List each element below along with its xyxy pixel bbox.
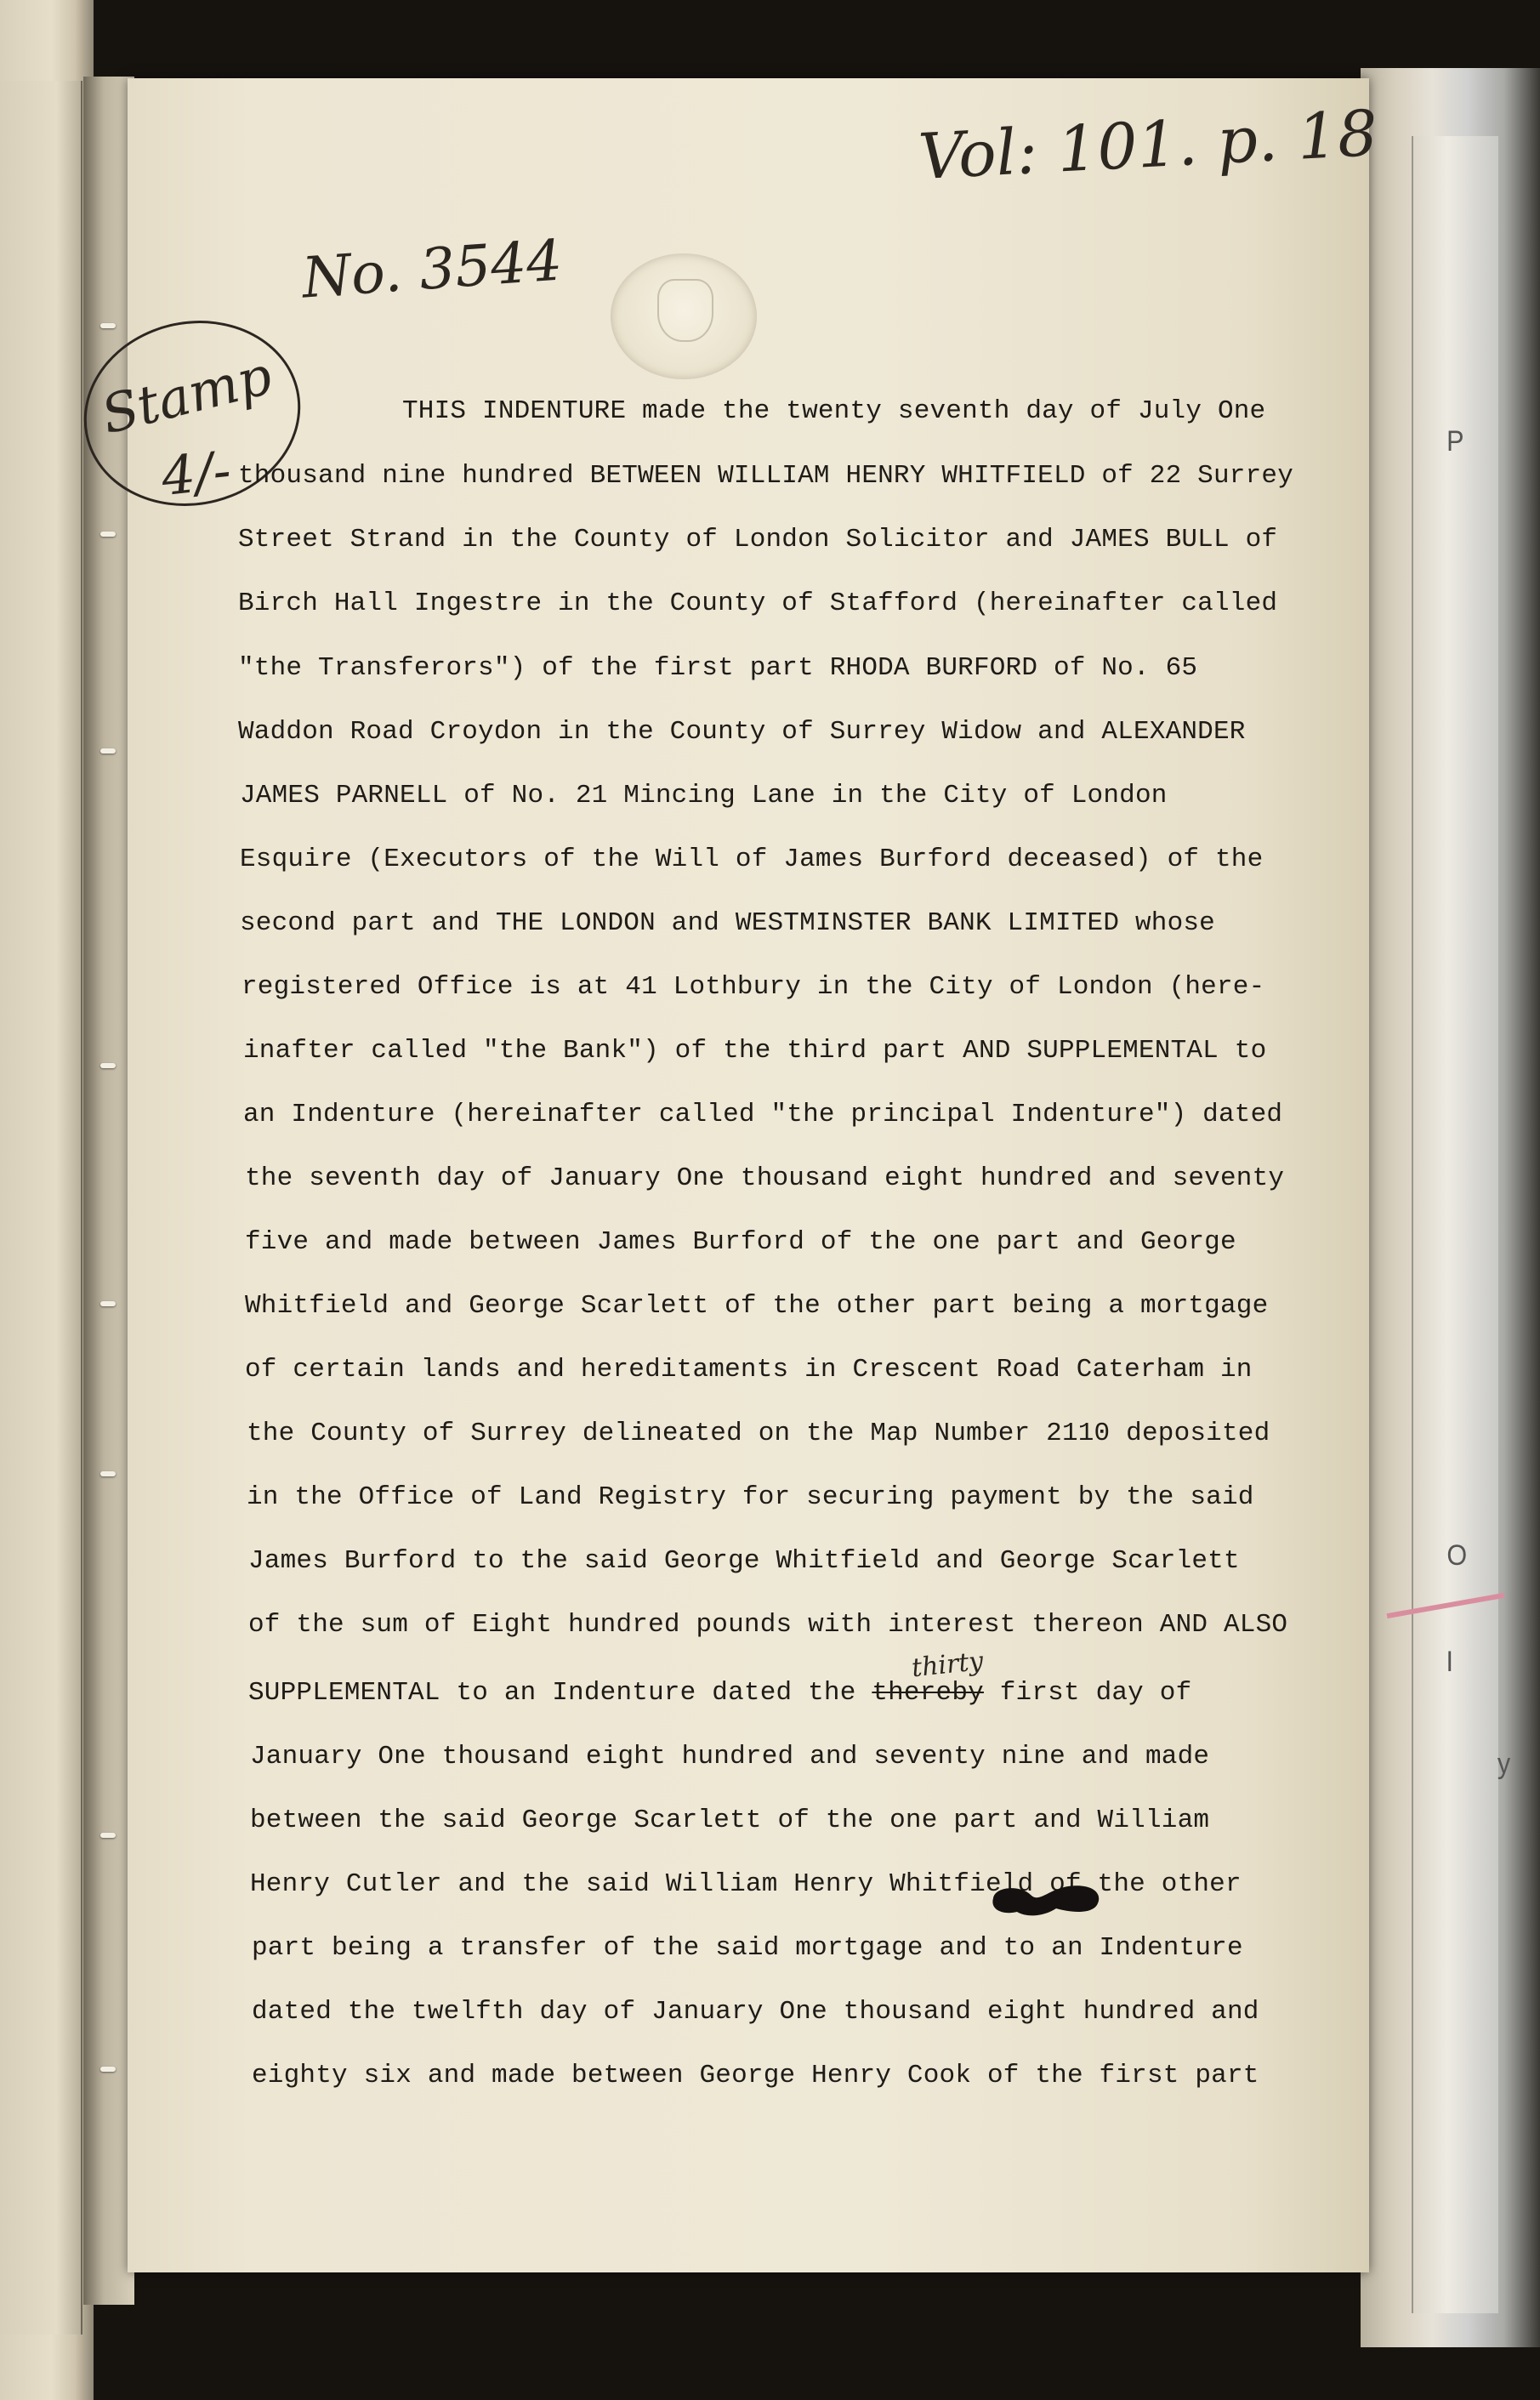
body-line: Street Strand in the County of London Solicitor and JAMES BULL of [238, 525, 1278, 555]
body-line: an Indenture (hereinafter called "the principal Indenture") dated [243, 1100, 1283, 1129]
body-line: five and made between James Burford of the one part and George [245, 1227, 1236, 1257]
body-line: Henry Cutler and the said William Henry Whitfield of the other [250, 1869, 1242, 1899]
body-line: of the sum of Eight hundred pounds with interest thereon AND ALSO [248, 1610, 1288, 1640]
punch-hole [100, 532, 116, 537]
body-line: Birch Hall Ingestre in the County of Stafford (hereinafter called [238, 589, 1278, 618]
embossed-seal [611, 253, 757, 379]
body-line: January One thousand eight hundred and seventy nine and made [250, 1742, 1210, 1772]
punch-hole [100, 2067, 116, 2072]
body-line: thousand nine hundred BETWEEN WILLIAM HENRY WHITFIELD of 22 Surrey [238, 461, 1293, 491]
body-line: THIS INDENTURE made the twenty seventh day of July One [402, 396, 1266, 426]
punch-hole [100, 1471, 116, 1476]
body-line: between the said George Scarlett of the one part and William [250, 1806, 1210, 1835]
body-line: in the Office of Land Registry for securing payment by the said [247, 1482, 1254, 1512]
body-line: Esquire (Executors of the Will of James Burford deceased) of the [240, 845, 1264, 874]
punch-hole [100, 1301, 116, 1306]
stamp-label: Stamp [95, 344, 278, 446]
struck-word: thereby [872, 1678, 984, 1708]
volume-reference: Vol: 101. p. 18 [917, 96, 1380, 195]
line-text: first day of [983, 1678, 1192, 1708]
body-line: Waddon Road Croydon in the County of Surrey Widow and ALEXANDER [238, 717, 1246, 747]
right-index-tab [1412, 136, 1498, 2313]
body-line: James Burford to the said George Whitfield and George Scarlett [248, 1546, 1240, 1576]
body-line: of certain lands and hereditaments in Crescent Road Caterham in [245, 1355, 1253, 1385]
body-line: second part and THE LONDON and WESTMINSTER BANK LIMITED whose [240, 908, 1215, 938]
body-line: dated the twelfth day of January One thousand eight hundred and [252, 1997, 1259, 2027]
body-line [248, 1678, 1191, 1708]
body-line: Whitfield and George Scarlett of the other part being a mortgage [245, 1291, 1269, 1321]
body-line: the seventh day of January One thousand eight hundred and seventy [245, 1163, 1285, 1193]
body-line: eighty six and made between George Henry Cook of the first part [252, 2061, 1259, 2090]
right-tab-letter: P [1446, 425, 1464, 458]
punch-hole [100, 323, 116, 328]
punch-hole [100, 1833, 116, 1838]
ink-blot [986, 1881, 1105, 1922]
right-tab-letter: y [1497, 1748, 1511, 1780]
body-line: JAMES PARNELL of No. 21 Mincing Lane in the City of London [240, 781, 1168, 810]
right-tab-letter: I [1446, 1646, 1453, 1678]
handwritten-insertion: thirty [910, 1646, 985, 1684]
left-facing-page [0, 81, 82, 2335]
stamp-amount: 4/- [158, 438, 234, 509]
punch-hole [100, 748, 116, 754]
body-line: the County of Surrey delineated on the Map Number 2110 deposited [247, 1419, 1270, 1448]
line-text: SUPPLEMENTAL to an Indenture dated the [248, 1678, 872, 1708]
body-line: "the Transferors") of the first part RHODA BURFORD of No. 65 [238, 653, 1198, 683]
punch-hole [100, 1063, 116, 1068]
body-line: registered Office is at 41 Lothbury in the City of London (here- [242, 972, 1265, 1002]
body-line: inafter called "the Bank") of the third part AND SUPPLEMENTAL to [243, 1036, 1267, 1066]
document-number: No. 3544 [299, 227, 565, 311]
body-line: part being a transfer of the said mortgage and to an Indenture [252, 1933, 1243, 1963]
right-tab-letter: O [1446, 1539, 1468, 1572]
